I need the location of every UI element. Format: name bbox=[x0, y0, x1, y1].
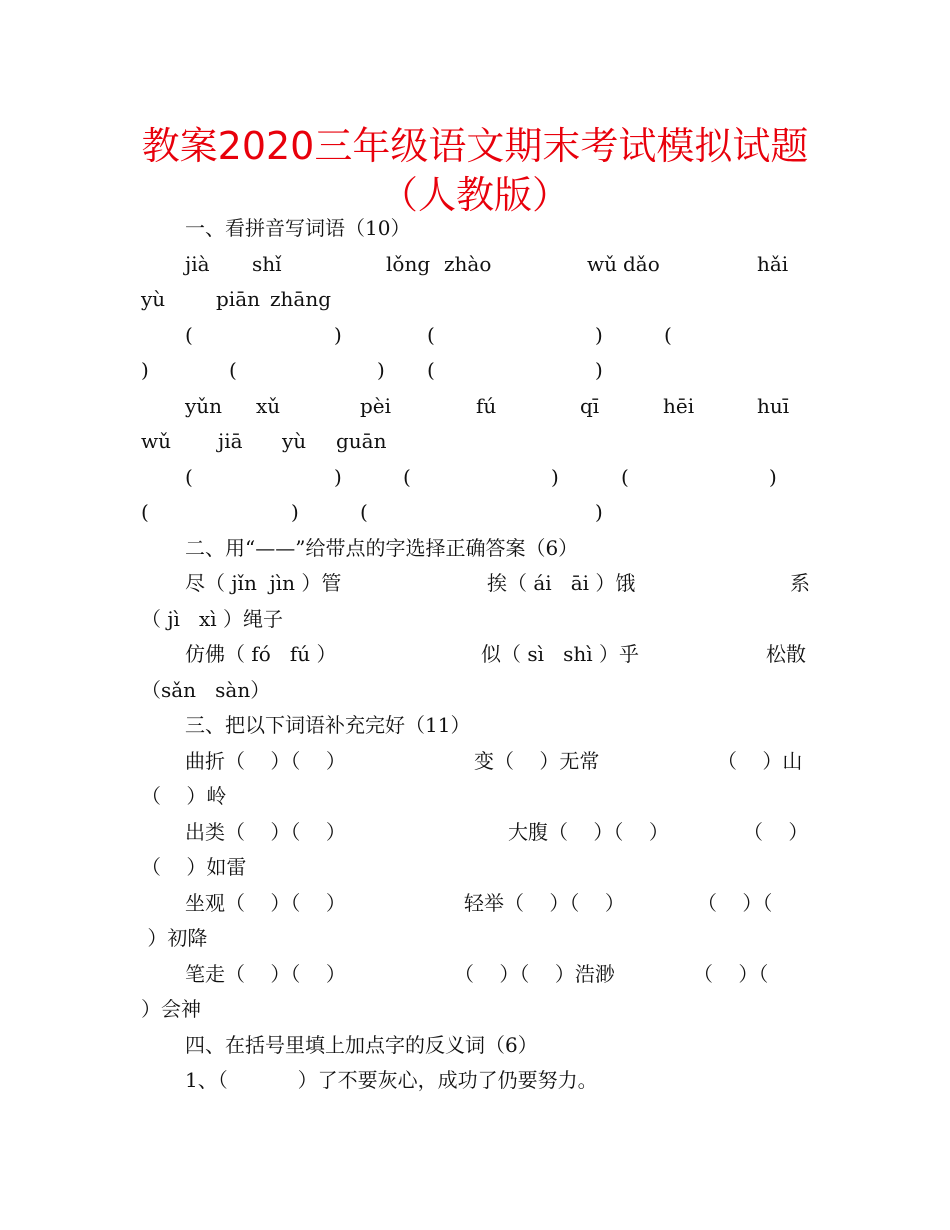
s1-pinyin-row2-token: qī bbox=[580, 394, 600, 418]
s2-row2-token: 仿佛（ fó fú ） bbox=[185, 642, 337, 666]
s1-brackets-row2-wrap-token: ) bbox=[595, 500, 603, 524]
s1-brackets-row2-token: ) bbox=[551, 465, 559, 489]
s1-brackets-row2-token: ) bbox=[769, 465, 777, 489]
section2-heading: 二、用“——”给带点的字选择正确答案（6） bbox=[185, 536, 579, 560]
s1-pinyin-row2-token: hēi bbox=[663, 394, 695, 418]
s1-pinyin-row2-wrap-token: wǔ bbox=[141, 429, 171, 453]
s1-pinyin-row1-token: hǎi bbox=[757, 252, 789, 276]
s1-pinyin-row2-token: huī bbox=[757, 394, 790, 418]
s1-brackets-row2-token: ( bbox=[621, 465, 629, 489]
s1-brackets-row2-wrap-token: ( bbox=[360, 500, 368, 524]
s1-brackets-row1-token: ( bbox=[664, 323, 672, 347]
s1-brackets-row1-token: ) bbox=[334, 323, 342, 347]
s1-pinyin-row1-wrap-token: piān bbox=[216, 287, 261, 311]
s4-item1: 1、（ ）了不要灰心，成功了仍要努力。 bbox=[185, 1068, 598, 1092]
s2-row1-token: 尽（ jǐn jìn ）管 bbox=[185, 571, 342, 595]
s1-brackets-row1-wrap-token: ) bbox=[141, 358, 149, 382]
s1-pinyin-row2-wrap-token: yù bbox=[282, 429, 307, 453]
s3-row1-token: 变（ ）无常 bbox=[474, 749, 600, 773]
s1-brackets-row1-token: ) bbox=[595, 323, 603, 347]
s1-pinyin-row1-token: dǎo bbox=[623, 252, 660, 276]
s1-pinyin-row1-wrap-token: yù bbox=[141, 287, 166, 311]
s3-row1-token: 曲折（ ）（ ） bbox=[185, 749, 346, 773]
s1-pinyin-row2-wrap-token: guān bbox=[336, 429, 387, 453]
page-title-line1: 教案2020三年级语文期末考试模拟试题 bbox=[141, 124, 809, 168]
section1-heading: 一、看拼音写词语（10） bbox=[185, 216, 411, 240]
s3-row1-token: （ ）山 bbox=[717, 749, 803, 773]
s1-pinyin-row1-wrap-token: zhāng bbox=[270, 287, 332, 311]
s3-row2-token: 大腹（ ）（ ） bbox=[508, 820, 669, 844]
s1-brackets-row1-wrap-token: ( bbox=[427, 358, 435, 382]
s1-pinyin-row2-token: fú bbox=[476, 394, 497, 418]
s1-brackets-row2-wrap-token: ( bbox=[141, 500, 149, 524]
s1-pinyin-row2-wrap-token: jiā bbox=[218, 429, 243, 453]
s1-pinyin-row2-token: pèi bbox=[360, 394, 392, 418]
s3-row3-token: 坐观（ ）（ ） bbox=[185, 891, 346, 915]
s1-pinyin-row1-token: jià bbox=[185, 252, 210, 276]
s2-row1-token: 挨（ ái āi ）饿 bbox=[487, 571, 636, 595]
s1-pinyin-row2-token: yǔn bbox=[185, 394, 223, 418]
s2-row2-wrap: （sǎn sàn） bbox=[141, 678, 271, 702]
s3-row2-token: （ ） bbox=[743, 820, 809, 844]
s1-brackets-row1-wrap-token: ( bbox=[229, 358, 237, 382]
s3-row4-token: （ ）（ ）浩渺 bbox=[454, 962, 615, 986]
s1-brackets-row1-wrap-token: ) bbox=[595, 358, 603, 382]
s3-row3-token: 轻举（ ）（ ） bbox=[464, 891, 625, 915]
s1-pinyin-row1-token: zhào bbox=[444, 252, 492, 276]
s2-row1-token: 系 bbox=[790, 571, 810, 595]
s1-brackets-row2-token: ( bbox=[403, 465, 411, 489]
s2-row2-token: 松散 bbox=[766, 642, 806, 666]
s3-row4-token: （ ）（ bbox=[693, 962, 769, 986]
s1-brackets-row2-token: ( bbox=[185, 465, 193, 489]
s1-pinyin-row1-token: wǔ bbox=[587, 252, 617, 276]
s3-row2-token: 出类（ ）（ ） bbox=[185, 820, 346, 844]
s1-pinyin-row1-token: lǒng bbox=[386, 252, 431, 276]
s1-brackets-row1-token: ( bbox=[185, 323, 193, 347]
s1-brackets-row2-token: ) bbox=[334, 465, 342, 489]
s3-row4-wrap: ）会神 bbox=[141, 997, 201, 1021]
s3-row2-wrap: （ ）如雷 bbox=[141, 855, 247, 879]
s1-pinyin-row2-token: xǔ bbox=[256, 394, 281, 418]
section3-heading: 三、把以下词语补充完好（11） bbox=[185, 713, 471, 737]
s2-row2-token: 似（ sì shì ）乎 bbox=[481, 642, 639, 666]
s1-pinyin-row1-token: shǐ bbox=[252, 252, 282, 276]
s3-row1-wrap: （ ）岭 bbox=[141, 784, 227, 808]
page-title-line2: （人教版） bbox=[379, 173, 570, 217]
s1-brackets-row1-token: ( bbox=[427, 323, 435, 347]
s2-row1-wrap: （ jì xì ）绳子 bbox=[141, 607, 284, 631]
s1-brackets-row2-wrap-token: ) bbox=[291, 500, 299, 524]
section4-heading: 四、在括号里填上加点字的反义词（6） bbox=[185, 1033, 538, 1057]
s3-row4-token: 笔走（ ）（ ） bbox=[185, 962, 346, 986]
s3-row3-wrap: ）初降 bbox=[141, 926, 208, 950]
s1-brackets-row1-wrap-token: ) bbox=[377, 358, 385, 382]
s3-row3-token: （ ）（ bbox=[697, 891, 773, 915]
